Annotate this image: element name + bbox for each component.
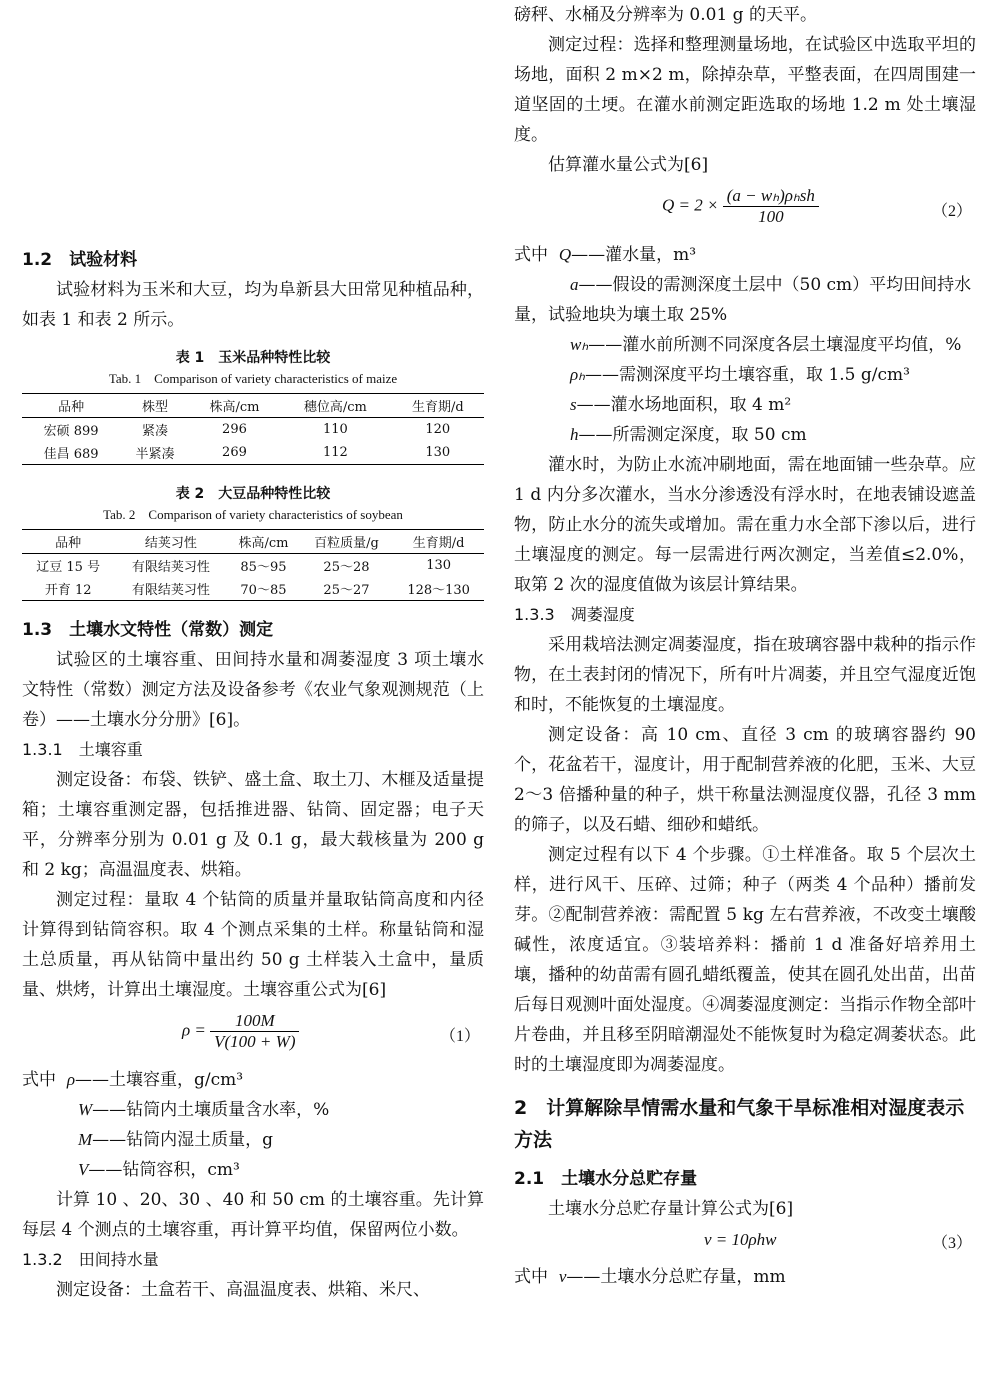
table-cell: 有限结荚习性 <box>114 577 227 601</box>
eq2-numerator: (a − wₕ)ρₕsh <box>723 186 819 207</box>
definition-symbol: V <box>78 1160 89 1179</box>
table-cell: 70～85 <box>227 577 299 601</box>
definition-text: ——灌水场地面积，取 4 m² <box>576 395 792 415</box>
section-1-3-1-equipment: 测定设备：布袋、铁铲、盛土盒、取土刀、木榧及适量提箱；土壤容重测定器，包括推进器、钻筒、固定器；电子天平，分辨率分别为 0.01 g 及 0.1 g，最大载核量为 200 g 和 2 kg；高温温度表、烘箱。 <box>22 770 484 880</box>
definition-text: ——土壤容重，g/cm³ <box>74 1070 244 1090</box>
definition-symbol: ρ <box>66 1070 75 1089</box>
definition-prefix: 式中 <box>514 1267 548 1287</box>
section-1-3-2-process: 测定过程：选择和整理测量场地，在试验区中选取平坦的场地，面积 2 m×2 m，除掉杂草，平整表面，在四周围建一道坚固的土埂。在灌水前测定距选取的场地 1.2 m 处土壤湿度。 <box>514 35 976 145</box>
table2-header: 株高/cm <box>227 530 299 554</box>
section-1-2-heading: 1.2 试验材料 <box>22 250 138 270</box>
eq1-denominator: V(100 + W) <box>214 1032 296 1051</box>
section-1-3-heading: 1.3 土壤水文特性（常数）测定 <box>22 620 274 640</box>
section-1-2-text: 试验材料为玉米和大豆，均为阜新县大田常见种植品种，如表 1 和表 2 所示。 <box>22 280 484 330</box>
table1-caption-en: Tab. 1 Comparison of variety characteristics of maize <box>108 371 398 386</box>
estimate-formula-intro: 估算灌水量公式为[6] <box>548 155 709 175</box>
section-2-1-intro: 土壤水分总贮存量计算公式为[6] <box>548 1199 794 1219</box>
definition-line <box>514 330 976 360</box>
definition-symbol: Q <box>558 245 572 264</box>
table-cell: 269 <box>190 441 279 465</box>
table-row <box>22 554 484 578</box>
definition-text: ——假设的需测深度土层中（50 cm）平均田间持水量，试验地块为壤土取 25% <box>514 275 972 325</box>
definition-text: ——灌水量，m³ <box>571 245 697 265</box>
section-1-3-2-heading: 1.3.2 田间持水量 <box>22 1250 159 1269</box>
section-1-3-1-calc: 计算 10 、20、30 、40 和 50 cm 的土壤容重。先计算每层 4 个测点的土壤容重，再计算平均值，保留两位小数。 <box>22 1190 484 1240</box>
section-1-3-3-heading: 1.3.3 凋萎湿度 <box>514 605 635 624</box>
section-1-3-3-method: 采用栽培法测定凋萎湿度，指在玻璃容器中栽种的指示作物，在土表封闭的情况下，所有叶片凋萎，并且空气湿度近饱和时，不能恢复的土壤湿度。 <box>514 635 976 715</box>
definition-symbol: h <box>570 425 579 444</box>
definition-line <box>514 360 976 390</box>
table-cell: 85～95 <box>240 560 287 575</box>
table-cell: 宏硕 899 <box>43 424 99 439</box>
eq3-expression: v = 10ρhw <box>704 1230 777 1249</box>
definition-symbol: M <box>78 1130 93 1149</box>
table1-caption-cn: 表 1 玉米品种特性比较 <box>175 350 331 366</box>
table-cell: 110 <box>322 422 348 437</box>
table2 <box>22 529 484 601</box>
table-cell: 开育 12 <box>22 577 114 601</box>
table-row <box>22 577 484 601</box>
definition-line <box>22 1155 484 1185</box>
table-cell: 有限结荚习性 <box>131 560 210 575</box>
definition-symbol: wₕ <box>570 335 589 354</box>
table1-header: 生育期/d <box>392 394 484 418</box>
definition-symbol: W <box>78 1100 93 1119</box>
table1-header: 品种 <box>22 394 120 418</box>
definition-symbol: ρₕ <box>570 365 586 384</box>
section-1-3-text: 试验区的土壤容重、田间持水量和凋萎湿度 3 项土壤水文特性（常数）测定方法及设备参考《农业气象观测规范（上卷）——土壤水分分册》[6]。 <box>22 650 484 730</box>
section-1-3-3-equipment: 测定设备：高 10 cm、直径 3 cm 的玻璃容器约 90 个，花盆若干，湿度计，用于配制营养液的化肥，玉米、大豆 2～3 倍播种量的种子，烘干称量法测湿度仪器，孔径 3 mm 的筛子，以及石蜡、细砂和蜡纸。 <box>514 725 976 835</box>
table-cell: 112 <box>279 441 392 465</box>
table1 <box>22 393 484 465</box>
table2-header: 生育期/d <box>393 530 484 554</box>
table1-header: 穗位高/cm <box>279 394 392 418</box>
definition-prefix: 式中 <box>22 1070 56 1090</box>
definition-line <box>514 240 976 270</box>
table2-header: 结荚习性 <box>114 530 227 554</box>
continued-text: 磅秤、水桶及分辨率为 0.01 g 的天平。 <box>514 5 817 25</box>
definition-text: ——需测深度平均土壤容重，取 1.5 g/cm³ <box>585 365 910 385</box>
table-cell: 130 <box>426 558 452 573</box>
definition-text: ——所需测定深度，取 50 cm <box>578 425 807 445</box>
definition-text: ——灌水前所测不同深度各层土壤湿度平均值，% <box>588 335 962 355</box>
eq2-number: （2） <box>931 203 972 220</box>
section-1-3-1-process: 测定过程：量取 4 个钻筒的质量并量取钻筒高度和内径计算得到钻筒容积。取 4 个测点采集的土样。称量钻筒和湿土总质量，再从钻筒中量出约 50 g 土样装入土盒中，量质量、烘烤，计算出土壤湿度。土壤容重公式为[6] <box>22 890 484 1000</box>
table1-header: 株型 <box>120 394 190 418</box>
blank-area <box>22 0 484 245</box>
table2-header: 百粒质量/g <box>300 530 394 554</box>
table-row <box>22 418 484 442</box>
eq3-number: （3） <box>931 1235 972 1252</box>
table-row <box>22 441 484 465</box>
table-cell: 296 <box>222 422 247 437</box>
definition-symbol: s <box>570 395 577 414</box>
equation-3 <box>514 1224 976 1262</box>
definition-line <box>514 270 976 330</box>
eq1-number: （1） <box>439 1028 480 1045</box>
definition-line <box>22 1125 484 1155</box>
definition-text: ——钻筒内土壤质量含水率，% <box>92 1100 330 1120</box>
definition-line <box>514 390 976 420</box>
section-1-3-2-equipment: 测定设备：土盒若干、高温温度表、烘箱、米尺、 <box>56 1280 430 1300</box>
eq2-denominator: 100 <box>758 207 784 226</box>
section-2-1-heading: 2.1 土壤水分总贮存量 <box>514 1169 698 1189</box>
definition-line <box>22 1065 484 1095</box>
table-cell: 128～130 <box>393 577 484 601</box>
definition-line <box>22 1095 484 1125</box>
table-cell: 130 <box>392 441 484 465</box>
equation-2 <box>514 180 976 240</box>
table2-header: 品种 <box>22 530 114 554</box>
definition-symbol: v <box>558 1267 567 1286</box>
definition-text: ——土壤水分总贮存量，mm <box>566 1267 786 1287</box>
eq2-lhs: Q = 2 × <box>662 195 723 215</box>
definition-symbol: a <box>570 275 579 294</box>
section-1-3-3-process: 测定过程有以下 4 个步骤。①土样准备。取 5 个层次土样，进行风干、压碎、过筛；种子（两类 4 个品种）播前发芽。②配制营养液：需配置 5 kg 左右营养液，不改变土壤酸碱性，浓度适宜。③装培养料：播前 1 d 准备好培养用土壤，播种的幼苗需有圆孔蜡纸覆盖，使其在圆孔处出苗，出苗后每日观测叶面处湿度。④凋萎湿度测定：当指示作物全部叶片卷曲，并且移至阴暗潮湿处不能恢复时为稳定凋萎状态。此时的土壤湿度即为凋萎湿度。 <box>514 845 976 1075</box>
table2-caption-en: Tab. 2 Comparison of variety characteristics of soybean <box>103 507 403 522</box>
section-2-heading: 2 计算解除旱情需水量和气象干旱标准相对湿度表示方法 <box>514 1097 965 1151</box>
equation-1 <box>22 1005 484 1065</box>
section-1-3-1-heading: 1.3.1 土壤容重 <box>22 740 143 759</box>
table-cell: 25～27 <box>300 577 394 601</box>
table1-header: 株高/cm <box>190 394 279 418</box>
table-cell: 佳昌 689 <box>22 441 120 465</box>
eq1-numerator: 100M <box>210 1011 299 1032</box>
definition-text: ——钻筒容积，cm³ <box>88 1160 240 1180</box>
table-cell: 紧凑 <box>141 424 168 439</box>
definition-prefix: 式中 <box>514 245 548 265</box>
table-cell: 辽豆 15 号 <box>36 560 101 575</box>
definition-text: ——钻筒内湿土质量，g <box>92 1130 274 1150</box>
definition-line <box>514 420 976 450</box>
table-cell: 120 <box>425 422 451 437</box>
table-cell: 半紧凑 <box>120 441 190 465</box>
definition-line <box>514 1262 976 1292</box>
table-cell: 25～28 <box>323 560 370 575</box>
left-column <box>22 0 484 1305</box>
table2-caption-cn: 表 2 大豆品种特性比较 <box>175 486 331 502</box>
eq1-lhs: ρ = <box>182 1020 211 1040</box>
irrigation-text: 灌水时，为防止水流冲刷地面，需在地面铺一些杂草。应 1 d 内分多次灌水，当水分渗透没有浮水时，在地表铺设遮盖物，防止水分的流失或增加。需在重力水全部下渗以后，进行土壤湿度的测定。每一层需进行两次测定，当差值≤2.0%，取第 2 次的湿度值做为该层计算结果。 <box>514 455 976 595</box>
right-column <box>514 0 976 1292</box>
